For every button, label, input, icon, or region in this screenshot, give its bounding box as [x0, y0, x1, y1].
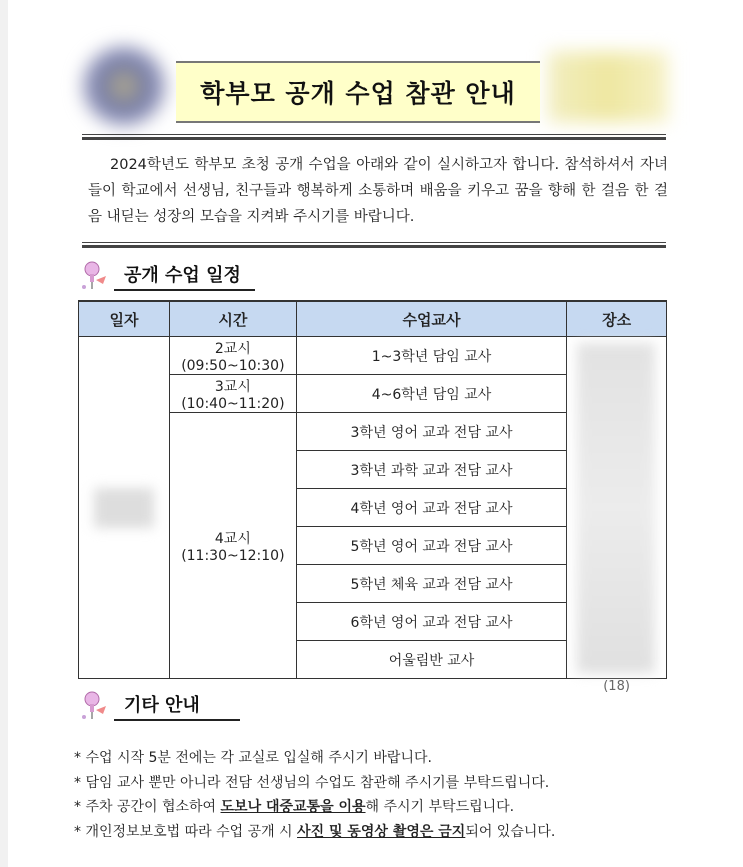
- section-heading-other: [78, 690, 240, 722]
- list-item: * 개인정보보호법 따라 수업 공개 시 사진 및 동영상 촬영은 금지되어 있습니다.: [74, 823, 556, 840]
- table-header-row: [79, 301, 667, 337]
- column-header: 일자: [79, 301, 170, 337]
- teacher-cell: 4학년 영어 교과 전담 교사: [296, 489, 566, 527]
- page-title: 학부모 공개 수업 참관 안내: [200, 79, 516, 108]
- column-header: 수업교사: [296, 301, 566, 337]
- teacher-cell: 6학년 영어 교과 전담 교사: [296, 603, 566, 641]
- column-header: 시간: [169, 301, 296, 337]
- divider: [82, 242, 666, 243]
- place-text: (18): [603, 679, 630, 694]
- period-cell: 4교시 (11:30~12:10): [169, 413, 296, 679]
- teacher-cell: 어울림반 교사: [296, 641, 566, 679]
- teacher-cell: 4~6학년 담임 교사: [296, 375, 566, 413]
- section-heading-schedule: [78, 260, 255, 292]
- schedule-table: [78, 300, 667, 694]
- teacher-cell: 5학년 체육 교과 전담 교사: [296, 565, 566, 603]
- title-box: [176, 61, 540, 123]
- pushpin-icon: [78, 260, 114, 292]
- pushpin-icon: [78, 690, 114, 722]
- period-cell: 3교시 (10:40~11:20): [169, 375, 296, 413]
- divider: [82, 137, 666, 140]
- teacher-cell: 3학년 영어 교과 전담 교사: [296, 413, 566, 451]
- column-header: 장소: [567, 301, 667, 337]
- school-emblem: [82, 46, 166, 126]
- section-title: 공개 수업 일정: [114, 261, 255, 291]
- list-item: * 주차 공간이 협소하여 도보나 대중교통을 이용해 주시기 부탁드립니다.: [74, 799, 515, 815]
- notes-list: [74, 746, 555, 844]
- divider: [82, 245, 666, 248]
- period-cell: 2교시 (09:50~10:30): [169, 337, 296, 375]
- teacher-cell: 5학년 영어 교과 전담 교사: [296, 527, 566, 565]
- divider: [82, 134, 666, 135]
- date-cell-redacted: [79, 337, 170, 679]
- school-logo: [548, 52, 668, 122]
- teacher-cell: 1~3학년 담임 교사: [296, 337, 566, 375]
- section-title: 기타 안내: [114, 691, 240, 721]
- list-item: * 수업 시작 5분 전에는 각 교실로 입실해 주시기 바랍니다.: [74, 750, 432, 766]
- table-row: [79, 337, 667, 375]
- teacher-cell: 3학년 과학 교과 전담 교사: [296, 451, 566, 489]
- list-item: * 담임 교사 뿐만 아니라 전담 선생님의 수업도 참관해 주시기를 부탁드립니다.: [74, 774, 550, 791]
- place-cell-redacted: [567, 337, 667, 694]
- intro-paragraph: 2024학년도 학부모 초청 공개 수업을 아래와 같이 실시하고자 합니다. 참석하셔서 자녀들이 학교에서 선생님, 친구들과 행복하게 소통하며 배움을 키우고 꿈을 향해 한 걸음 한 걸음 내딛는 성장의 모습을 지켜봐 주시기를 바랍니다.: [88, 157, 668, 225]
